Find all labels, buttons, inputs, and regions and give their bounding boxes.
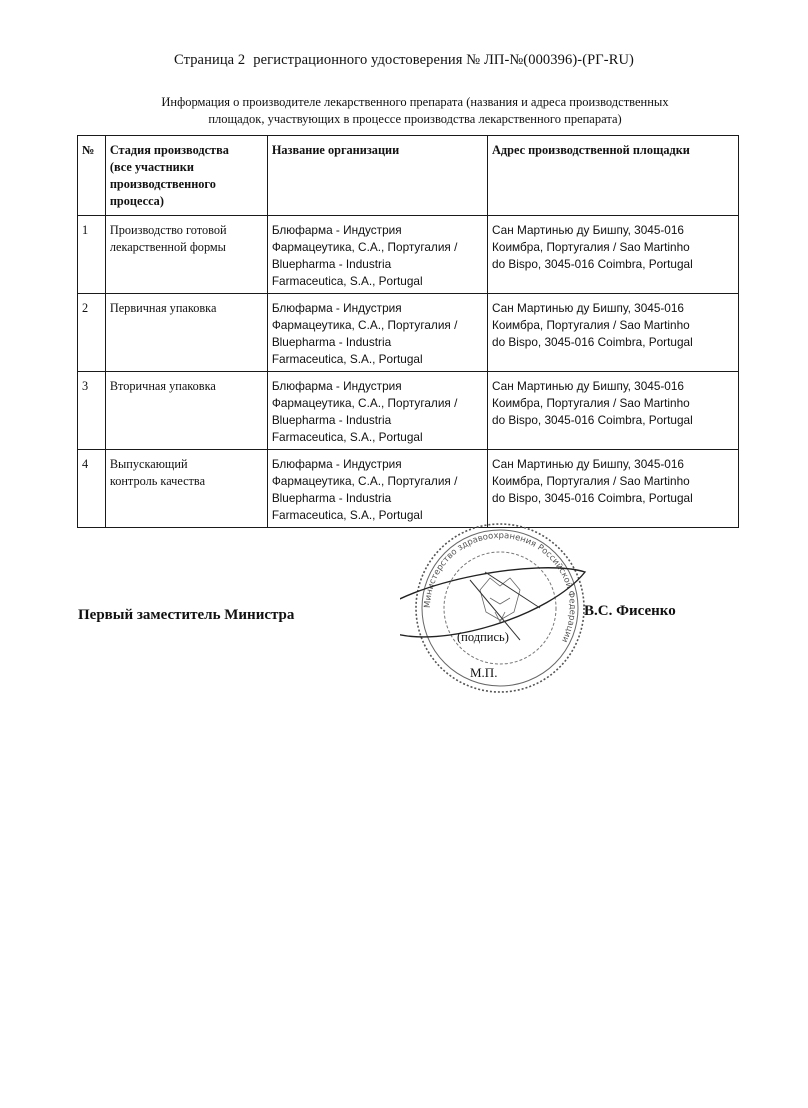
header-address: Адрес производственной площадки	[488, 136, 739, 216]
row-address: Сан Мартинью ду Бишпу, 3045-016 Коимбра, Португалия / Sao Martinho do Bispo, 3045-016 Coimbra, Portugal	[488, 372, 739, 450]
row-address: Сан Мартинью ду Бишпу, 3045-016 Коимбра, Португалия / Sao Martinho do Bispo, 3045-016 Coimbra, Portugal	[488, 450, 739, 528]
row-num: 3	[78, 372, 106, 450]
table-row	[78, 216, 739, 294]
header-stage: Стадия производства (все участники производственного процесса)	[105, 136, 267, 216]
page-label: Страница 2	[174, 52, 246, 68]
table-row	[78, 372, 739, 450]
row-stage: Производство готовой лекарственной формы	[105, 216, 267, 294]
seal-middle-ring	[422, 530, 578, 686]
signer-name: В.С. Фисенко	[584, 603, 676, 619]
official-seal	[400, 520, 600, 695]
row-num: 2	[78, 294, 106, 372]
table-row	[78, 294, 739, 372]
table-header-row	[78, 136, 739, 216]
row-num: 1	[78, 216, 106, 294]
row-org: Блюфарма - Индустрия Фармацеутика, С.А., Португалия / Bluepharma - Industria Farmaceutica, S.A., Portugal	[267, 450, 487, 528]
seal-text: Министерство здравоохранения Российской Федерации	[422, 530, 578, 645]
row-org: Блюфарма - Индустрия Фармацеутика, С.А., Португалия / Bluepharma - Industria Farmaceutica, S.A., Portugal	[267, 372, 487, 450]
row-stage: Выпускающий контроль качества	[105, 450, 267, 528]
intro-text	[100, 94, 730, 128]
signer-position: Первый заместитель Министра	[78, 607, 295, 623]
seal-outer-ring	[416, 524, 584, 692]
page-header	[0, 52, 808, 69]
row-stage: Первичная упаковка	[105, 294, 267, 372]
signature-block	[0, 520, 808, 710]
row-address: Сан Мартинью ду Бишпу, 3045-016 Коимбра, Португалия / Sao Martinho do Bispo, 3045-016 Coimbra, Portugal	[488, 294, 739, 372]
intro-line-1: Информация о производителе лекарственного препарата (названия и адреса производственных	[161, 95, 669, 109]
row-address: Сан Мартинью ду Бишпу, 3045-016 Коимбра, Португалия / Sao Martinho do Bispo, 3045-016 Coimbra, Portugal	[488, 216, 739, 294]
row-org: Блюфарма - Индустрия Фармацеутика, С.А., Португалия / Bluepharma - Industria Farmaceutica, S.A., Portugal	[267, 216, 487, 294]
production-sites-table	[77, 135, 739, 528]
header-org: Название организации	[267, 136, 487, 216]
intro-line-2: площадок, участвующих в процессе производства лекарственного препарата)	[208, 112, 622, 126]
stamp-caption: М.П.	[470, 665, 498, 680]
row-stage: Вторичная упаковка	[105, 372, 267, 450]
signature-caption: (подпись)	[457, 630, 509, 644]
table-row	[78, 450, 739, 528]
certificate-number: регистрационного удостоверения № ЛП-№(000396)-(РГ-RU)	[253, 52, 634, 68]
row-org: Блюфарма - Индустрия Фармацеутика, С.А., Португалия / Bluepharma - Industria Farmaceutica, S.A., Portugal	[267, 294, 487, 372]
row-num: 4	[78, 450, 106, 528]
header-num: №	[78, 136, 106, 216]
